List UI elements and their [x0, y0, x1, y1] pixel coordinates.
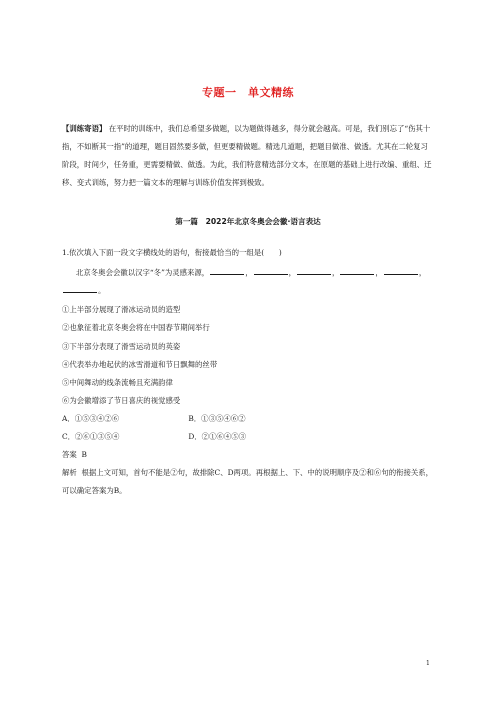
passage-intro: 北京冬奥会会徽以汉字“冬”为灵感来源，	[76, 268, 210, 277]
sentence-item: ①上半部分展现了滑冰运动员的造型	[62, 305, 181, 314]
sentence-item: ⑥为会徽增添了节日喜庆的视觉感受	[62, 396, 181, 406]
option-a: A．①⑤③④②⑥	[62, 414, 120, 423]
blank-6	[63, 283, 97, 293]
sentence-item: ③下半部分表现了滑雪运动员的英姿	[62, 341, 181, 351]
blank-2	[254, 265, 288, 275]
intro-lead: 【训练寄语】	[62, 124, 107, 133]
option-b: B．①③⑤④⑥②	[188, 414, 246, 423]
section-title: 第一篇 2022年北京冬奥会会徽·语言表达	[175, 217, 321, 226]
page-title: 专题一 单文精练	[202, 86, 294, 99]
answer-line	[62, 446, 442, 464]
analysis-body: 根据上文可知，首句不能是②句，故排除C、D两项。再根据上、下、中的说明顺序及②和⑥句的衔接关系，可以确定答案为B。	[62, 468, 434, 495]
intro-body: 在平时的训练中，我们总希望多做题，以为题做得越多，得分就会越高。可是，我们别忘了“伤其十指，不如断其一指”的道理，题目固然要多做，但更要精做题。精选几道题，把题目做准、做透。尤其在二轮复习阶段，时间少，任务重，更需要精做、做透。为此，我们特意精选部分文本，在原题的基础上进行改编、重组、迁移、变式训练，努力把一篇文本的理解与训练价值发挥到极致。	[62, 124, 432, 187]
sentence-item: ④代表举办地起伏的冰雪滑道和节日飘舞的丝带	[62, 359, 218, 369]
blank-1	[210, 265, 244, 275]
blank-3	[297, 265, 331, 275]
sentence-list	[62, 301, 442, 411]
sentence-item: ②也象征着北京冬奥会将在中国春节期间举行	[62, 323, 210, 333]
blank-4	[340, 265, 374, 275]
analysis-paragraph	[62, 464, 434, 500]
page-number: 1	[426, 660, 430, 667]
question-stem: 1.依次填入下面一段文字横线处的语句，衔接最恰当的一组是( )	[62, 248, 282, 257]
analysis-label: 解析	[62, 468, 77, 477]
answer-options	[62, 410, 442, 446]
intro-paragraph	[62, 120, 434, 192]
option-d: D．②①⑥④⑤③	[188, 432, 247, 441]
answer-label: 答案	[62, 450, 77, 459]
answer-value: B	[81, 450, 87, 459]
question-passage: 北京冬奥会会徽以汉字“冬”为灵感来源， ， ， ， ， ，。	[62, 264, 434, 300]
option-c: C．②⑥①③⑤④	[62, 432, 120, 441]
blank-5	[384, 265, 418, 275]
sentence-item: ⑤中间舞动的线条流畅且充满韵律	[62, 378, 173, 388]
